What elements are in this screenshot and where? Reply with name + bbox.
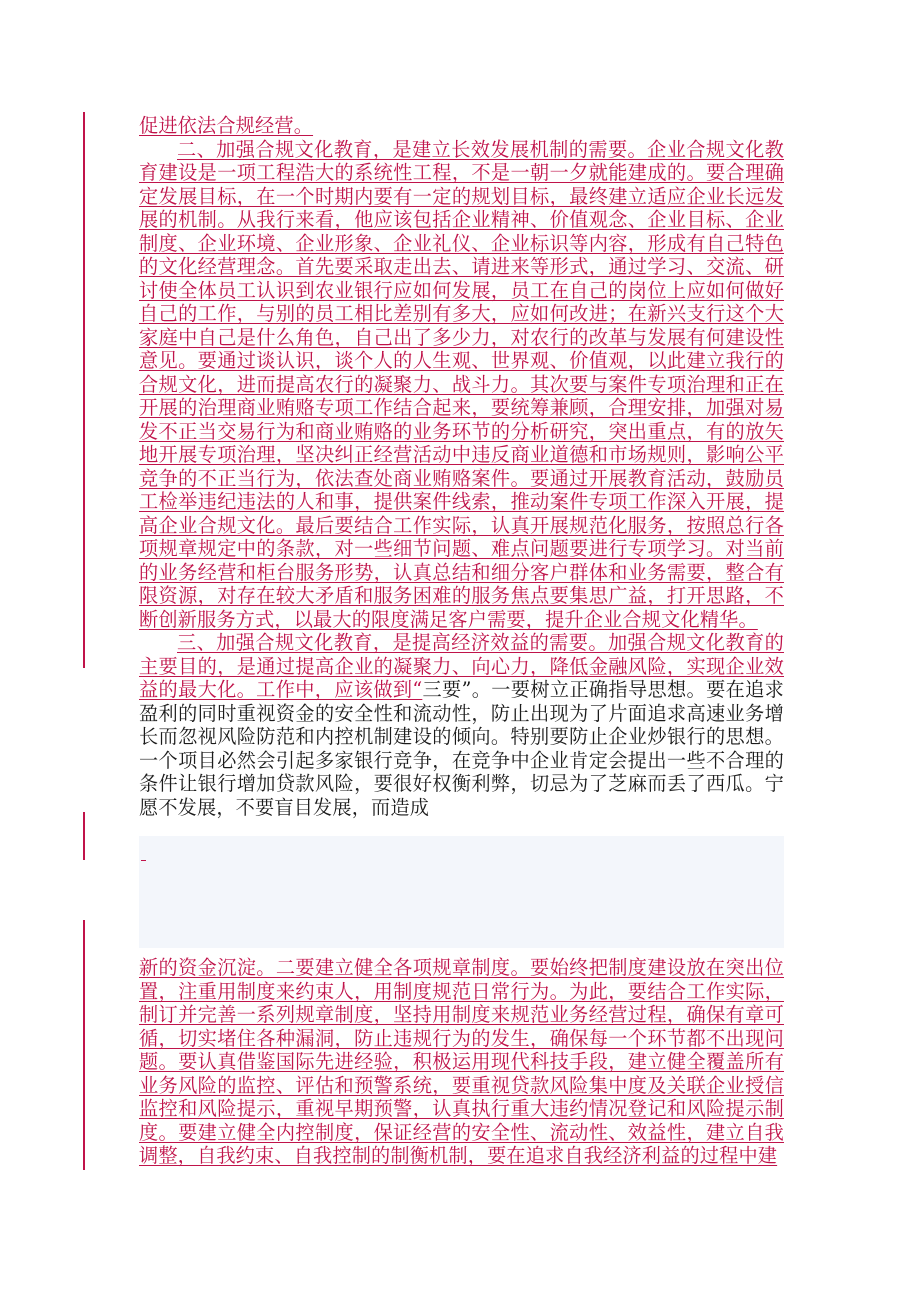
change-bar-upper [83,112,85,668]
revised-text: 促进依法合规经营。 [139,114,314,137]
change-bar-lower [83,920,85,1170]
revised-text: 新的资金沉淀。二要建立健全各项规章制度。要始终把制度建设放在突出位置，注重用制度来约束人，用制度规范日常行为。为此，要结合工作实际，制订并完善一系列规章制度，坚持用制度来规范业务经营过程，确保有章可循，切实堵住各种漏洞，防止违规行为的发生，确保每一个环节都不出现问题。要认真借鉴国际先进经验，积极运用现代科技手段，建立健全覆盖所有业务风险的监控、评估和预警系统，要重视贷款风险集中度及关联企业授信监控和风险提示，重视早期预警，认真执行重大违约情况登记和风险提示制度。要建立健全内控制度，保证经营的安全性、流动性、效益性，建立自我调整，自我约束、自我控制的制衡机制，要在追求自我经济利益的过程中建 [139,956,784,1167]
revised-text: 二、加强合规文化教育，是建立长效发展机制的需要。企业合规文化教育建设是一项工程浩大的系统性工程，不是一朝一夕就能建成的。要合理确定发展目标，在一个时期内要有一定的规划目标，最终建立适应企业长远发展的机制。从我行来看，他应该包括企业精神、价值观念、企业目标、企业制度、企业环境、企业形象、企业礼仪、企业标识等内容，形成有自己特色的文化经营理念。首先要采取走出去、请进来等形式，通过学习、交流、研讨使全体员工认识到农业银行应如何发展，员工在自己的岗位上应如何做好自己的工作，与别的员工相比差别有多大，应如何改进；在新兴支行这个大家庭中自己是什么角色，自己出了多少力，对农行的改革与发展有何建设性意见。要通过谈认识，谈个人的人生观、世界观、价值观，以此建立我行的合规文化，进而提高农行的凝聚力、战斗力。其次要与案件专项治理和正在开展的治理商业贿赂专项工作结合起来，要统筹兼顾，合理安排，加强对易发不正当交易行为和商业贿赂的业务环节的分析研究，突出重点，有的放矢地开展专项治理，坚决纠正经营活动中违反商业道德和市场规则，影响公平竞争的不正当行为，依法查处商业贿赂案件。要通过开展教育活动，鼓励员工检举违纪违法的人和事，提供案件线索，推动案件专项工作深入开展，提高企业合规文化。最后要结合工作实际，认真开展规范化服务，按照总行各项规章规定中的条款，对一些细节问题、难点问题要进行专项学习。对当前的业务经营和柜台服务形势，认真总结和细分客户群体和业务需要，整合有限资源，对存在较大矛盾和服务困难的服务焦点要集思广益，打开思路，不断创新服务方式，以最大的限度满足客户需要，提升企业合规文化精华。 [139,137,784,631]
revised-text: 三、加强合规文化教育，是提高经济效益的需要。加强合规文化教育的主要目的，是通过提高企业的凝聚力、向心力，降低金融风险，实现企业效益的最大化。工作中，应该做到“ [139,631,784,701]
paragraph-2 [139,138,784,632]
blank-region [139,836,784,948]
lower-text-block [139,956,784,1168]
body-text: 三要”。一要树立正确指导思想。要在追求盈利的同时重视资金的安全性和流动性，防止出现为了片面追求高速业务增长而忽视风险防范和内控机制建设的倾向。特别要防止企业炒银行的思想。一个项目必然会引起多家银行竞争，在竞争中企业肯定会提出一些不合理的条件让银行增加贷款风险，要很好权衡利弊，切忌为了芝麻而丢了西瓜。宁愿不发展，不要盲目发展，而造成 [139,678,784,819]
revision-mark [141,860,146,861]
upper-text-block [139,114,784,819]
paragraph-4 [139,956,784,1168]
paragraph-3 [139,631,784,819]
line-first [139,114,784,138]
change-bar-middle [83,812,85,860]
